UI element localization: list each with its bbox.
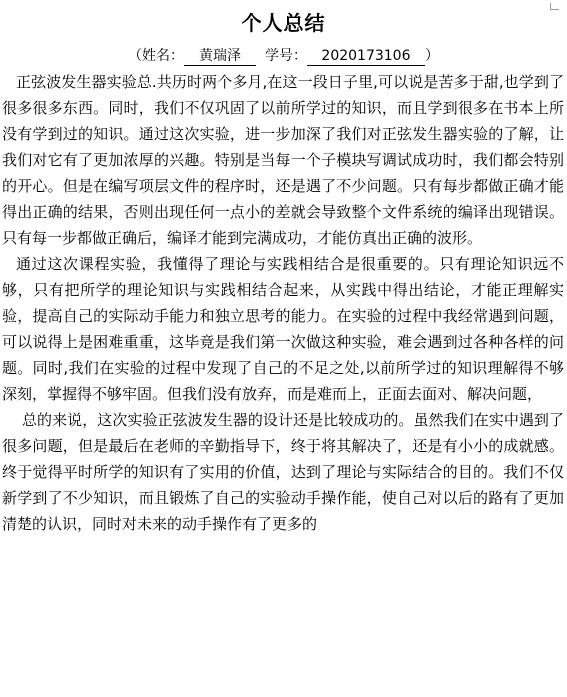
- document-body: [2, 69, 564, 537]
- student-name-field: 黄瑞泽: [184, 48, 256, 66]
- info-prefix: （姓名：: [128, 48, 185, 64]
- paragraph-3: 总的来说，这次实验正弦波发生器的设计还是比较成功的。虽然我们在实中遇到了很多问题，但是最后在老师的辛勤指导下，终于将其解决了，还是有小小的成就感。终于觉得平时所学的知识有了实用的价值，达到了理论与实际结合的目的。我们不仅新学到了不少知识，而且锻炼了自己的实验动手操作能，使自己对以后的路有了更加清楚的认识，同时对未来的动手操作有了更多的: [2, 411, 564, 533]
- paragraph-2: 通过这次课程实验，我懂得了理论与实践相结合是很重要的。只有理论知识远不够，只有把所学的理论知识与实践相结合起来，从实践中得出结论，才能正理解实验，提高自己的实际动手能力和独立思考的能力。在实验的过程中我经常遇到问题，可以说得上是困难重重，这毕竟是我们第一次做这种实验，难会遇到过各种各样的问题。同时,我们在实验的过程中发现了自己的不足之处,以前所学过的知识理解得不够深刻，掌握得不够牢固。但我们没有放弃，而是难而上，正面去面对、解决问题，: [2, 255, 564, 403]
- paragraph-1: 正弦波发生器实验总.共历时两个多月,在这一段日子里,可以说是苦多于甜,也学到了很多很多东西。同时，我们不仅巩固了以前所学过的知识，而且学到很多在书本上所没有学到过的知识。通过这次实验，进一步加深了我们对正弦发生器实验的了解，让我们对它有了更加浓厚的兴趣。特别是当每一个子模块写调试成功时，我们都会特别的开心。但是在编写项层文件的程序时，还是遇了不少问题。只有每步都做正确才能得出正确的结果，否则出现任何一点小的差就会导致整个文件系统的编译出现错误。只有每一步都做正确后，编译才能到完满成功，才能仿真出正确的波形。: [2, 73, 564, 247]
- student-id-field: 2020173106: [307, 48, 425, 66]
- student-info-line: [0, 46, 567, 66]
- student-id-label: 学号：: [264, 48, 307, 64]
- document-title: 个人总结: [241, 11, 326, 35]
- info-suffix: ）: [424, 48, 439, 64]
